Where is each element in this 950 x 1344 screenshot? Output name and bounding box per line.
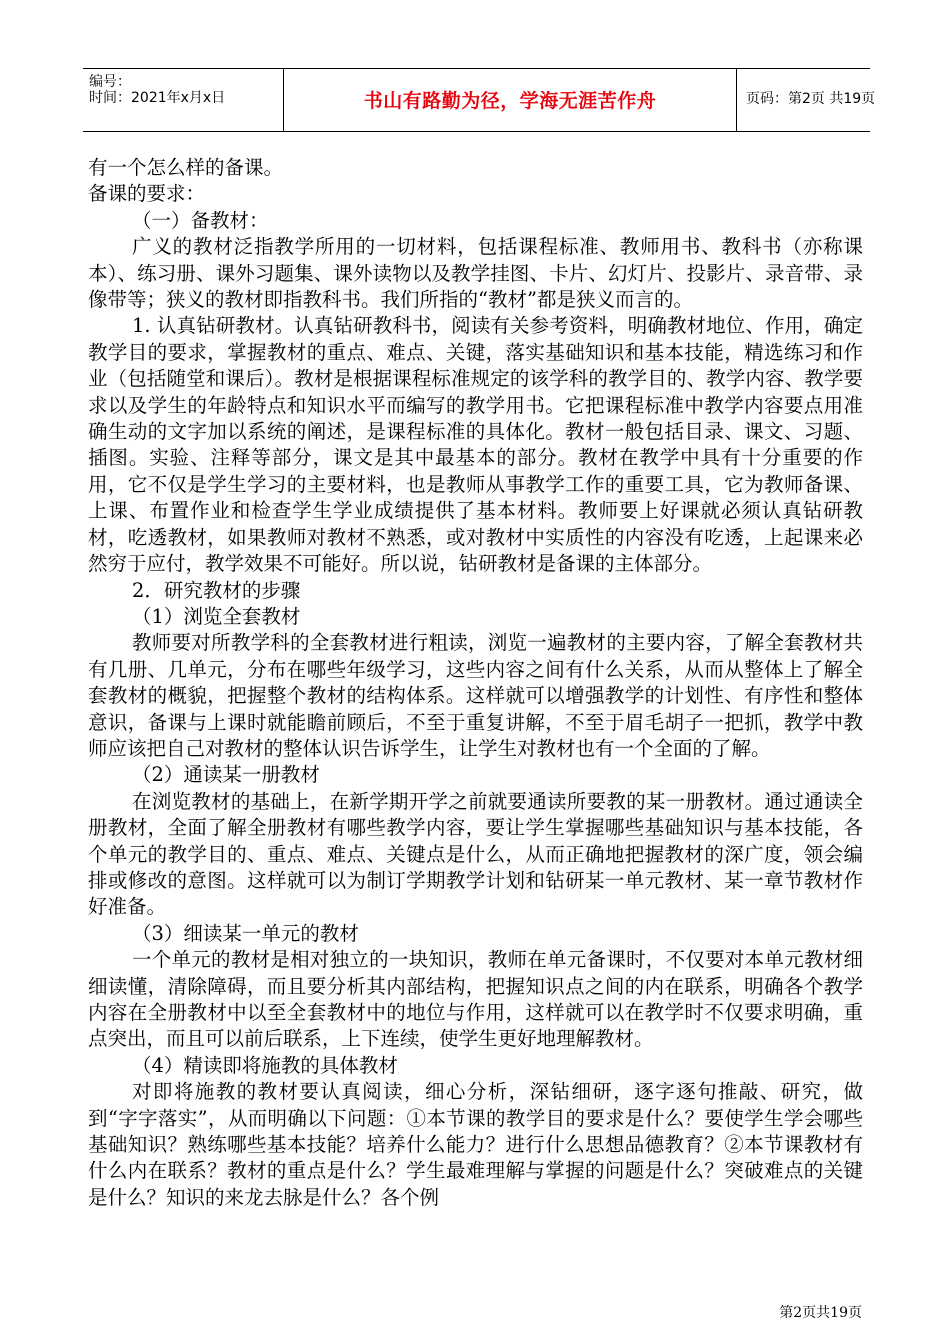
paragraph: 有一个怎么样的备课。 [88,156,284,179]
paragraph: 教师要对所教学科的全套教材进行粗读，浏览一遍教材的主要内容，了解全套教材共有几册、几单元，分布在哪些年级学习，这些内容之间有什么关系，从而从整体上了解全套教材的概貌，把握整个教材的结构体系。这样就可以增强教学的计划性、有序性和整体意识，备课与上课时就能瞻前顾后，不至于重复讲解，不至于眉毛胡子一把抓，教学中教师应该把自己对教材的整体认识告诉学生，让学生对教材也有一个全面的了解。 [88,631,863,760]
paragraph: 对即将施教的教材要认真阅读，细心分析，深钻细研，逐字逐句推敲、研究，做到“字字落实”，从而明确以下问题：①本节课的教学目的要求是什么？要使学生学会哪些基础知识？熟练哪些基本技能？培养什么能力？进行什么思想品德教育？②本节课教材有什么内在联系？教材的重点是什么？学生最难理解与掌握的问题是什么？突破难点的关键是什么？知识的来龙去脉是什么？各个例 [88,1080,863,1209]
time-label: 时间：2021年x月x日 [89,90,226,106]
header-right-cell [736,69,876,131]
number-label: 编号： [89,74,131,90]
section-heading: 2．研究教材的步骤 [132,578,301,602]
header-center-cell [283,69,737,131]
subsection-heading: （4）精读即将施教的具体教材 [132,1053,398,1077]
paragraph: 在浏览教材的基础上，在新学期开学之前就要通读所要教的某一册教材。通过通读全册教材，全面了解全册教材有哪些教学内容，要让学生掌握哪些基础知识与基本技能，各个单元的教学目的、重点、难点、关键点是什么，从而正确地把握教材的深广度，领会编排或修改的意图。这样就可以为制订学期教学计划和钻研某一单元教材、某一章节教材作好准备。 [88,789,863,919]
subsection-heading: （1）浏览全套教材 [132,604,301,628]
paragraph: 一个单元的教材是相对独立的一块知识，教师在单元备课时，不仅要对本单元教材细细读懂，清除障碍，而且要分析其内部结构，把握知识点之间的内在联系，明确各个教学内容在全册教材中以至全套教材中的地位与作用，这样就可以在教学时不仅要求明确，重点突出，而且可以前后联系，上下连续，使学生更好地理解教材。 [88,948,863,1051]
subsection-heading: （2）通读某一册教材 [132,763,320,787]
header-left-cell [83,69,283,131]
section-heading: （一）备教材： [132,208,269,232]
paragraph: 备课的要求： [88,182,206,206]
paragraph: 1. 认真钻研教材。认真钻研教科书，阅读有关参考资料，明确教材地位、作用，确定教学目的要求，掌握教材的重点、难点、关键，落实基础知识和基本技能，精选练习和作业（包括随堂和课后）。教材是根据课程标准规定的该学科的教学目的、教学内容、教学要求以及学生的年龄特点和知识水平而编写的教学用书。它把课程标准中教学内容要点用准确生动的文字加以系统的阐述，是课程标准的具体化。教材一般包括目录、课文、习题、插图。实验、注释等部分，课文是其中最基本的部分。教材在教学中具有十分重要的作用，它不仅是学生学习的主要材料，也是教师从事教学工作的重要工具，它为教师备课、上课、布置作业和检查学生学业成绩提供了基本材料。教师要上好课就必须认真钻研教材，吃透教材，如果教师对教材不熟悉，或对教材中实质性的内容没有吃透，上起课来必然穷于应付，教学效果不可能好。所以说，钻研教材是备课的主体部分。 [88,314,863,576]
page-footer: 第2页共19页 [779,1305,862,1321]
subsection-heading: （3）细读某一单元的教材 [132,921,359,945]
page-label: 页码：第2页 共19页 [746,91,876,107]
document-body [88,155,863,1211]
motto-text: 书山有路勤为径，学海无涯苦作舟 [363,90,657,112]
paragraph: 广义的教材泛指教学所用的一切材料，包括课程标准、教师用书、教科书（亦称课本）、练习册、课外习题集、课外读物以及教学挂图、卡片、幻灯片、投影片、录音带、录像带等；狭义的教材即指教科书。我们所指的“教材”都是狭义而言的。 [88,235,863,312]
page-header [83,68,876,132]
